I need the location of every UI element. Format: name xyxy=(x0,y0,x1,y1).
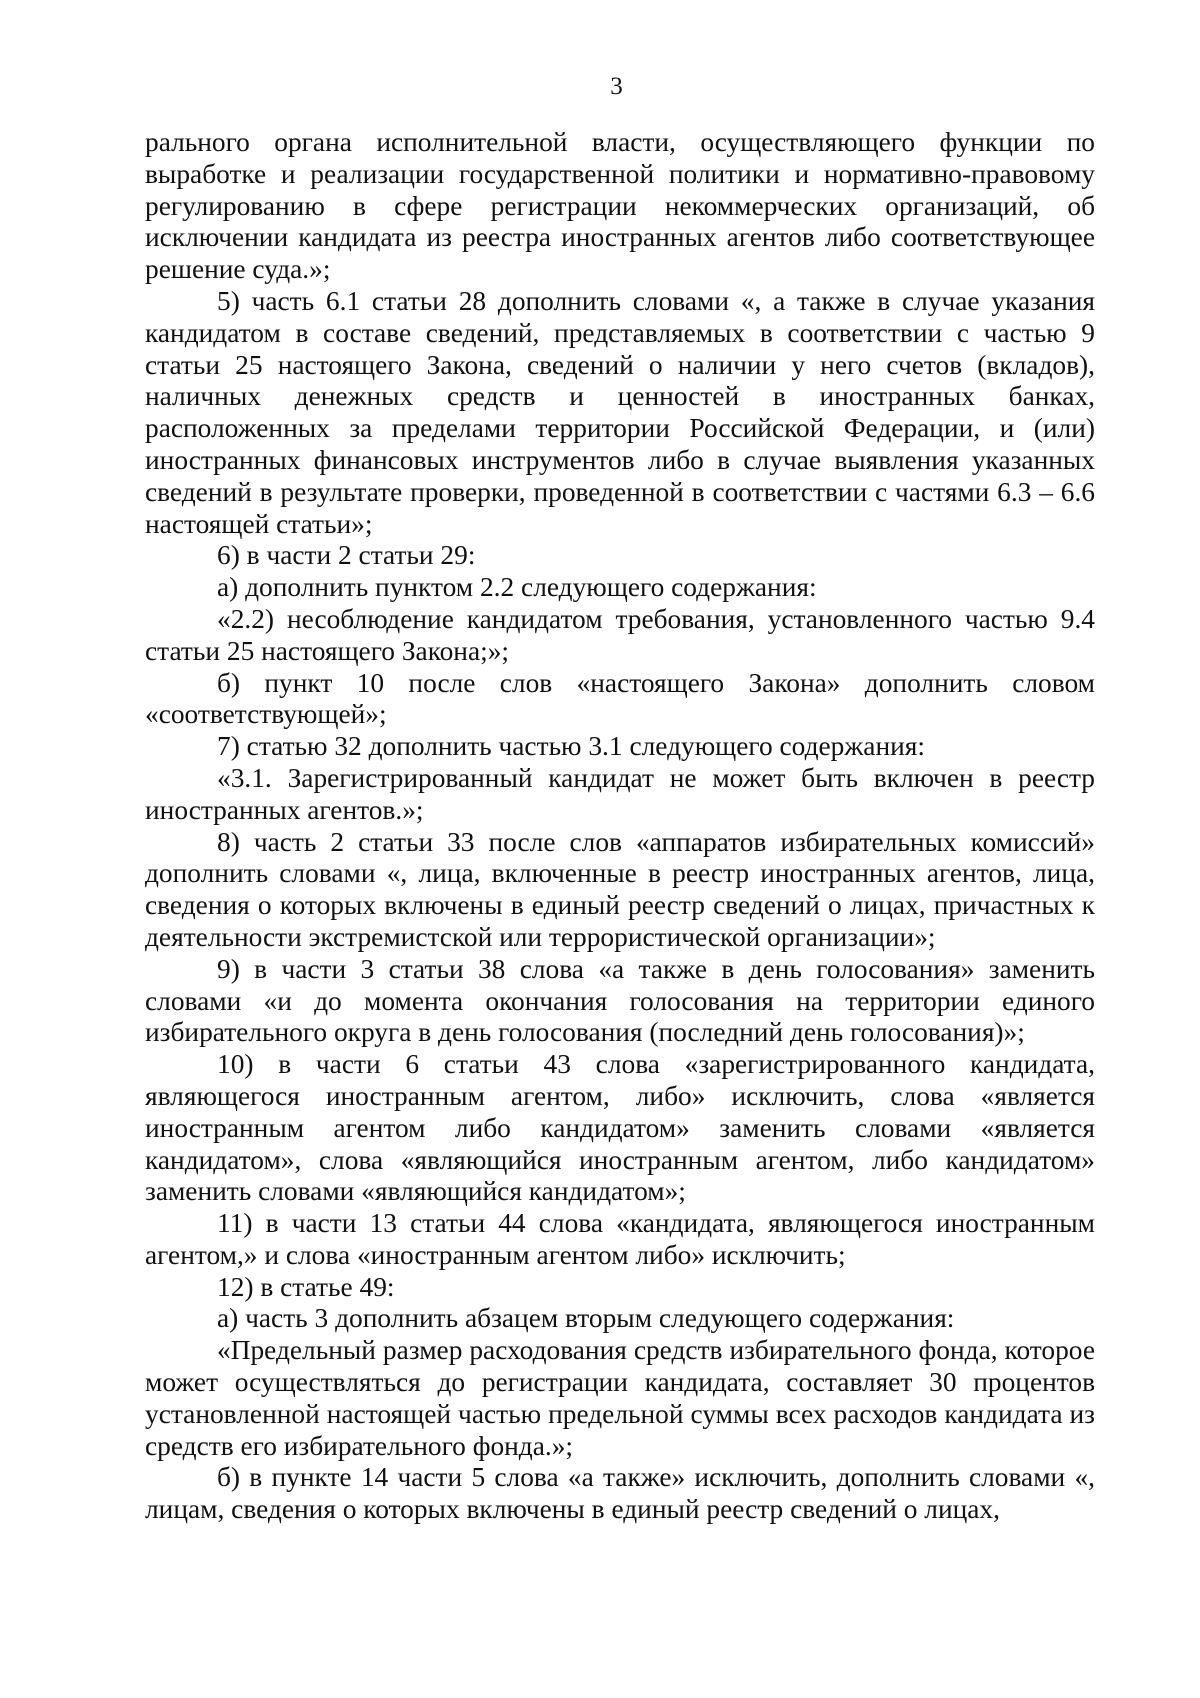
page-number: 3 xyxy=(610,73,623,100)
paragraph-item-10: 10) в части 6 статьи 43 слова «зарегистрированного кандидата, являющегося иностранным агентом, либо» исключить, слова «является иностранным агентом либо кандидатом» заменить словами «является кандидатом», слова «являющийся иностранным агентом, либо кандидатом» заменить словами «являющийся кандидатом»; xyxy=(145,1049,1095,1207)
paragraph-item-6a: а) дополнить пунктом 2.2 следующего содержания: xyxy=(217,572,817,603)
document-body xyxy=(145,127,1095,1526)
paragraph-item-9: 9) в части 3 статьи 38 слова «а также в день голосования» заменить словами «и до момента окончания голосования на территории единого избирательного округа в день голосования (последний день голосования)»; xyxy=(145,953,1095,1048)
paragraph-item-5: 5) часть 6.1 статьи 28 дополнить словами «, а также в случае указания кандидатом в составе сведений, представляемых в соответствии с частью 9 статьи 25 настоящего Закона, сведений о наличии у него счетов (вкладов), наличных денежных средств и ценностей в иностранных банках, расположенных за пределами территории Российской Федерации, и (или) иностранных финансовых инструментов либо в случае выявления указанных сведений в результате проверки, проведенной в соответствии с частями 6.3 – 6.6 настоящей статьи»; xyxy=(145,285,1095,539)
paragraph-item-11: 11) в части 13 статьи 44 слова «кандидата, являющегося иностранным агентом,» и слова «иностранным агентом либо» исключить; xyxy=(145,1208,1095,1270)
paragraph-quote-limit: «Предельный размер расходования средств избирательного фонда, которое может осуществляться до регистрации кандидата, составляет 30 процентов установленной настоящей частью предельной суммы всех расходов кандидата из средств его избирательного фонда.»; xyxy=(145,1335,1095,1461)
paragraph-item-12b: б) в пункте 14 части 5 слова «а также» исключить, дополнить словами «, лицам, сведения о которых включены в единый реестр сведений о лицах, xyxy=(145,1462,1095,1525)
paragraph-item-6b: б) пункт 10 после слов «настоящего Закона» дополнить словом «соответствующей»; xyxy=(145,667,1095,730)
paragraph-item-7: 7) статью 32 дополнить частью 3.1 следующего содержания: xyxy=(217,731,925,762)
paragraph-item-8: 8) часть 2 статьи 33 после слов «аппаратов избирательных комиссий» дополнить словами «, лица, включенные в реестр иностранных агентов, лица, сведения о которых включены в единый реестр сведений о лицах, причастных к деятельности экстремистской или террористической организации»; xyxy=(145,826,1095,952)
paragraph: рального органа исполнительной власти, осуществляющего функции по выработке и реализации государственной политики и нормативно-правовому регулированию в сфере регистрации некоммерческих организаций, об исключении кандидата из реестра иностранных агентов либо соответствующее решение суда.»; xyxy=(145,127,1095,285)
paragraph-item-6: 6) в части 2 статьи 29: xyxy=(217,540,476,571)
paragraph-item-12a: а) часть 3 дополнить абзацем вторым следующего содержания: xyxy=(217,1303,955,1334)
paragraph-item-12: 12) в статье 49: xyxy=(217,1271,395,1302)
paragraph-quote-2-2: «2.2) несоблюдение кандидатом требования, установленного частью 9.4 статьи 25 настоящего Закона;»; xyxy=(145,603,1095,666)
paragraph-quote-3-1: «3.1. Зарегистрированный кандидат не может быть включен в реестр иностранных агентов.»; xyxy=(145,762,1095,825)
